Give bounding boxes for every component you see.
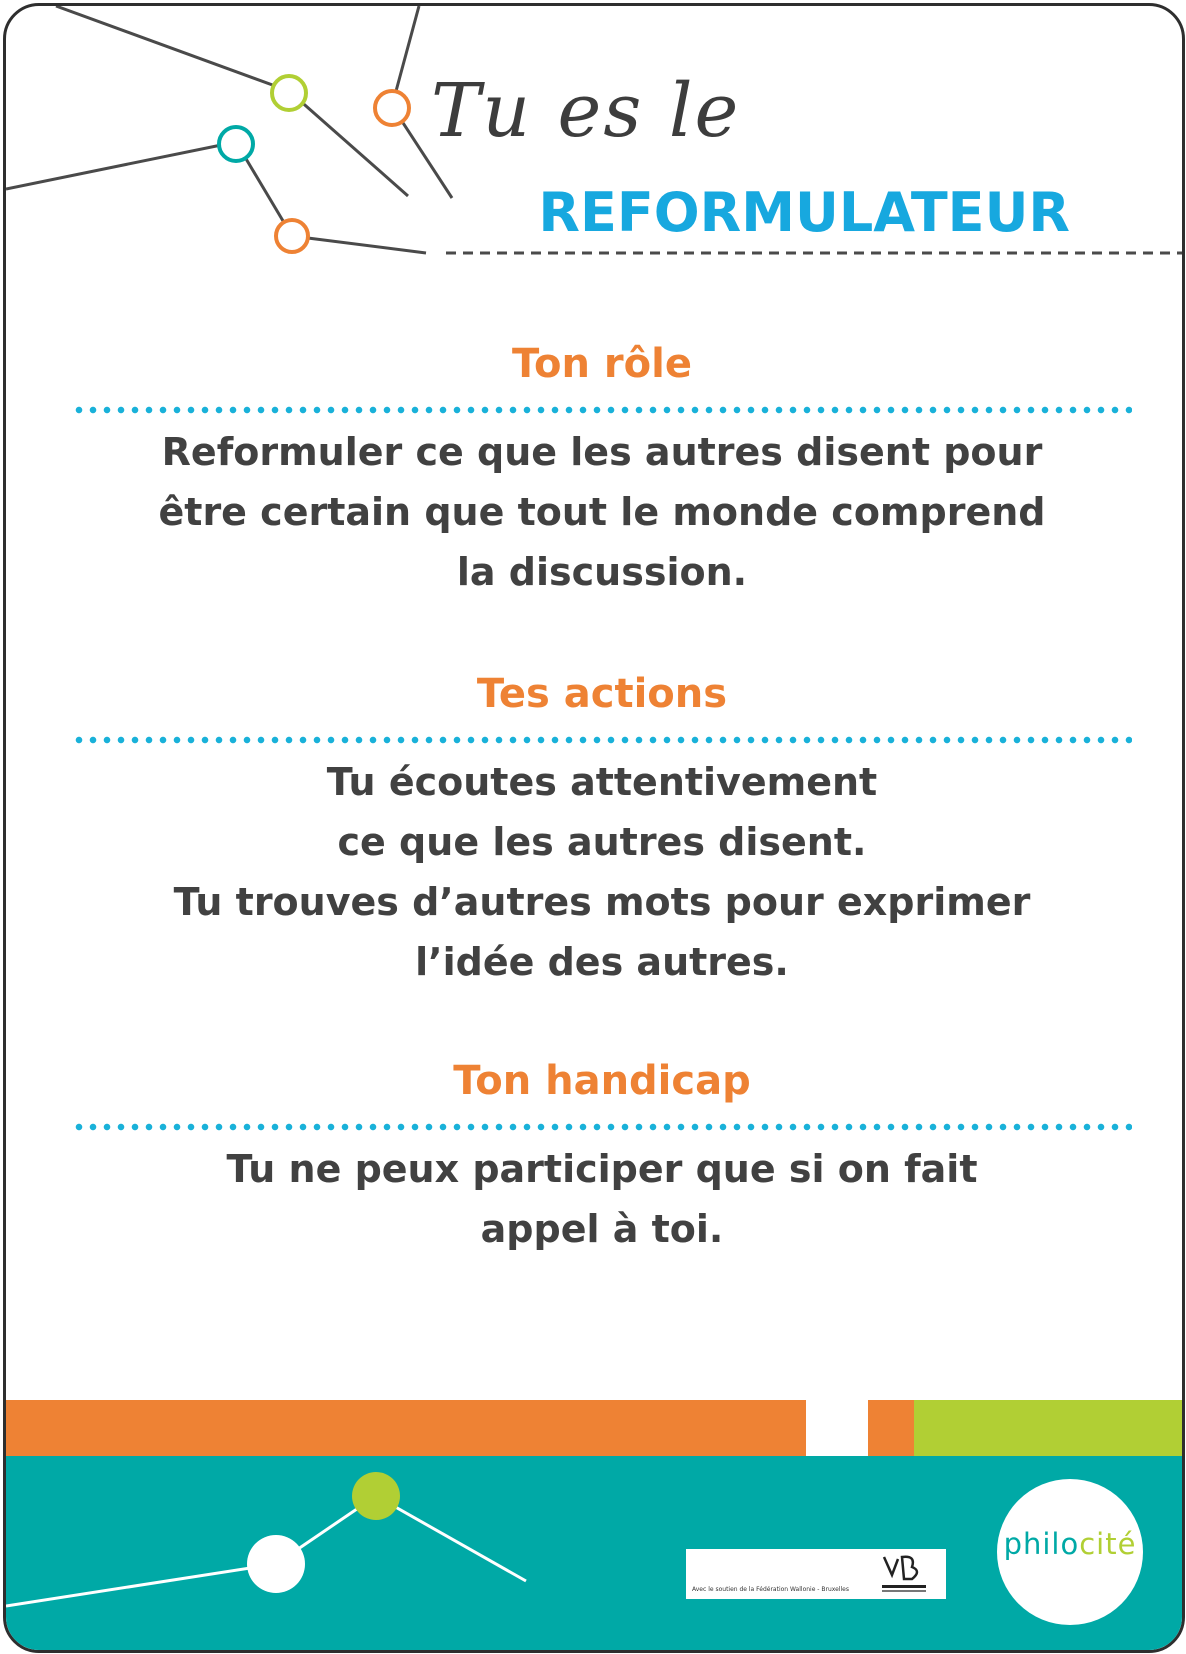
- section-title: Tes actions: [476, 671, 728, 717]
- section-actions: [66, 666, 1138, 992]
- body-line: ce que les autres disent.: [337, 820, 867, 864]
- color-band-orange: [868, 1400, 914, 1456]
- body-line: Tu trouves d’autres mots pour exprimer: [173, 880, 1031, 924]
- body-line: être certain que tout le monde comprend: [158, 490, 1046, 534]
- dotted-divider: [72, 1123, 1132, 1131]
- role-title: REFORMULATEUR: [538, 181, 1070, 244]
- body-line: Reformuler ce que les autres disent pour: [161, 430, 1043, 474]
- color-band-orange: [6, 1400, 806, 1456]
- logo-wordmark: [997, 1527, 1143, 1561]
- section-title: Ton handicap: [453, 1058, 751, 1104]
- logo-part-2: cité: [1079, 1527, 1137, 1561]
- section-body: [66, 1139, 1138, 1259]
- sponsor-text: Avec le soutien de la Fédération Wallonie - Bruxelles: [692, 1586, 849, 1593]
- philocite-logo: [997, 1479, 1143, 1625]
- network-nodes-icon: [6, 6, 1182, 306]
- section-title: Ton rôle: [512, 341, 692, 387]
- section-body: [66, 752, 1138, 992]
- body-line: la discussion.: [456, 550, 748, 594]
- sponsor-banner: [686, 1549, 946, 1599]
- body-line: appel à toi.: [480, 1207, 724, 1251]
- dotted-divider: [72, 736, 1132, 744]
- color-band-green: [914, 1400, 1182, 1456]
- section-body: [66, 422, 1138, 602]
- network-nodes-icon: [6, 1456, 566, 1653]
- section-handicap: [66, 1053, 1138, 1259]
- role-card: [3, 3, 1185, 1653]
- body-line: Tu écoutes attentivement: [326, 760, 878, 804]
- logo-part-1: philo: [1003, 1527, 1080, 1561]
- body-line: Tu ne peux participer que si on fait: [226, 1147, 978, 1191]
- dotted-divider: [72, 406, 1132, 414]
- card-kicker: Tu es le: [431, 68, 741, 154]
- fwb-logo-icon: [876, 1551, 932, 1595]
- body-line: l’idée des autres.: [415, 940, 789, 984]
- color-band-gap: [806, 1400, 868, 1456]
- section-role: [66, 336, 1138, 602]
